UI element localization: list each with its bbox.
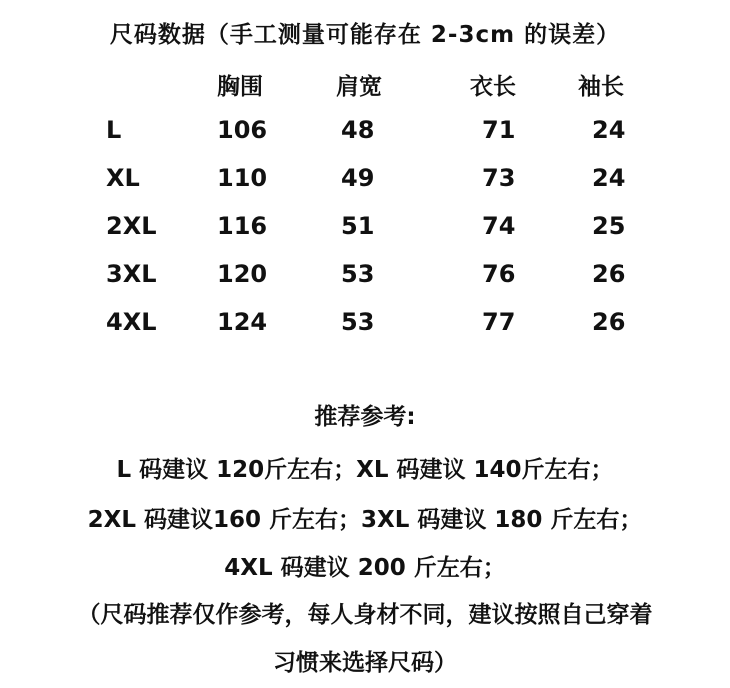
cell-chest: 124 [217,308,268,336]
row-size: 3XL [106,260,157,288]
recommend-line: 2XL 码建议160 斤左右；3XL 码建议 180 斤左右； [87,507,643,533]
cell-shoulder: 49 [341,164,375,192]
cell-sleeve: 26 [592,260,626,288]
cell-chest: 120 [217,260,268,288]
cell-shoulder: 53 [341,260,375,288]
cell-chest: 116 [217,212,268,240]
recommend-line: 4XL 码建议 200 斤左右； [224,555,506,581]
header-chest: 胸围 [217,74,263,100]
cell-shoulder: 48 [341,116,375,144]
recommend-line: L 码建议 120斤左右；XL 码建议 140斤左右； [116,457,614,483]
cell-shoulder: 53 [341,308,375,336]
cell-shoulder: 51 [341,212,375,240]
cell-length: 71 [482,116,516,144]
cell-sleeve: 26 [592,308,626,336]
recommend-note: 习惯来选择尺码） [273,650,457,676]
cell-length: 74 [482,212,516,240]
header-shoulder: 肩宽 [336,74,382,100]
recommend-note: （尺码推荐仅作参考，每人身材不同，建议按照自己穿着 [77,602,653,628]
cell-sleeve: 24 [592,116,626,144]
row-size: L [106,116,122,144]
cell-sleeve: 24 [592,164,626,192]
cell-sleeve: 25 [592,212,626,240]
cell-chest: 110 [217,164,268,192]
recommend-heading: 推荐参考: [314,404,416,430]
row-size: 2XL [106,212,157,240]
header-sleeve: 袖长 [578,74,624,100]
cell-chest: 106 [217,116,268,144]
row-size: 4XL [106,308,157,336]
cell-length: 76 [482,260,516,288]
row-size: XL [106,164,140,192]
header-length: 衣长 [470,74,516,100]
page-title: 尺码数据（手工测量可能存在 2-3cm 的误差） [109,22,621,48]
cell-length: 77 [482,308,516,336]
cell-length: 73 [482,164,516,192]
